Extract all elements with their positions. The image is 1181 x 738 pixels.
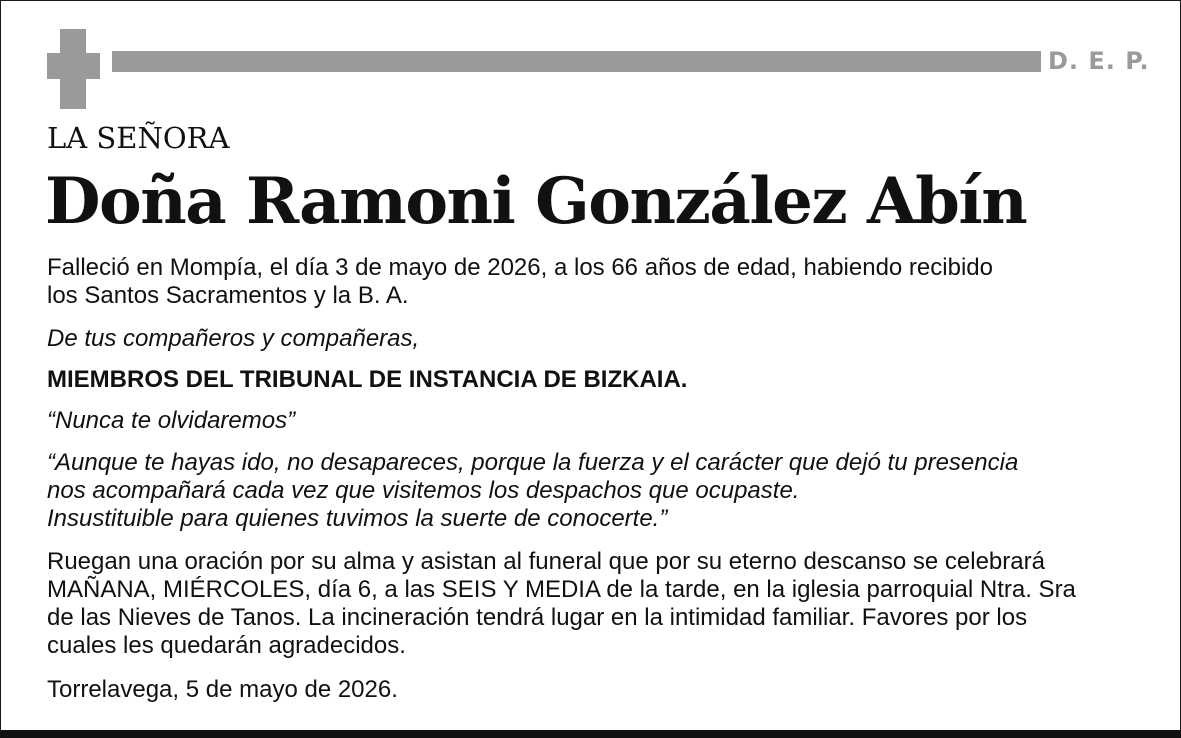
death-notice	[47, 254, 1147, 310]
honorific: LA SEÑORA	[47, 121, 230, 155]
from-line	[47, 325, 1147, 353]
death-notice-line: los Santos Sacramentos y la B. A.	[47, 282, 409, 309]
bottom-rule	[0, 730, 1181, 738]
place-date-text: Torrelavega, 5 de mayo de 2026.	[47, 676, 398, 703]
long-quote-line: nos acompañará cada vez que visitemos los despachos que ocupaste.	[47, 477, 800, 504]
long-quote	[47, 449, 1147, 533]
cross-icon	[47, 29, 100, 109]
from-line-text: De tus compañeros y compañeras,	[47, 325, 420, 352]
funeral-notice-line: de las Nieves de Tanos. La incineración tendrá lugar en la intimidad familiar. Favores por los	[47, 604, 1028, 631]
members-line-text: MIEMBROS DEL TRIBUNAL DE INSTANCIA DE BIZKAIA.	[47, 366, 688, 393]
short-quote-text: “Nunca te olvidaremos”	[47, 407, 296, 434]
funeral-notice-line: MAÑANA, MIÉRCOLES, día 6, a las SEIS Y MEDIA de la tarde, en la iglesia parroquial Ntra. Sra	[47, 576, 1076, 603]
dep-label: D. E. P.	[1048, 47, 1150, 75]
short-quote	[47, 407, 1147, 435]
funeral-notice-line: Ruegan una oración por su alma y asistan al funeral que por su eterno descanso se celebrará	[47, 548, 1045, 575]
long-quote-line: Insustituible para quienes tuvimos la suerte de conocerte.”	[47, 505, 668, 532]
place-date	[47, 676, 1147, 704]
long-quote-line: “Aunque te hayas ido, no desapareces, porque la fuerza y el carácter que dejó tu presencia	[47, 449, 1019, 476]
header-rule	[112, 51, 1041, 72]
funeral-notice	[47, 548, 1147, 660]
deceased-name: Doña Ramoni González Abín	[45, 164, 1027, 239]
members-line	[47, 366, 1147, 394]
funeral-notice-line: cuales les quedarán agradecidos.	[47, 632, 406, 659]
death-notice-line: Falleció en Mompía, el día 3 de mayo de 2026, a los 66 años de edad, habiendo recibido	[47, 254, 993, 281]
